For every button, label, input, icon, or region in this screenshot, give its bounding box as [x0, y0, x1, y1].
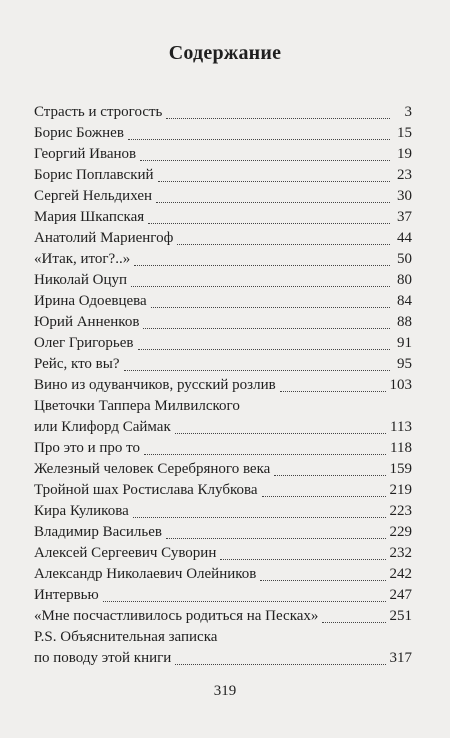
toc-entry — [34, 564, 412, 585]
dot-leader — [144, 454, 386, 455]
dot-leader — [158, 181, 390, 182]
dot-leader — [156, 202, 390, 203]
toc-entry — [34, 354, 412, 375]
toc-entry-page: 30 — [397, 188, 412, 204]
toc-entry-title: Страсть и строгость — [34, 104, 163, 120]
dot-leader — [133, 517, 386, 518]
toc-entry-title: Рейс, кто вы? — [34, 356, 120, 372]
toc-entry-title: Про это и про то — [34, 440, 141, 456]
toc-entry-page: 44 — [397, 230, 412, 246]
toc-entry-page: 95 — [397, 356, 412, 372]
toc-entry-page: 159 — [389, 461, 412, 477]
toc-entry — [34, 333, 412, 354]
toc-entry — [34, 585, 412, 606]
toc-entry-title: «Итак, итог?..» — [34, 251, 131, 267]
toc-entry-title: Юрий Анненков — [34, 314, 140, 330]
dot-leader — [166, 118, 390, 119]
toc-entry-page: 103 — [389, 377, 412, 393]
toc-entry — [34, 543, 412, 564]
toc-entry-page: 50 — [397, 251, 412, 267]
dot-leader — [274, 475, 385, 476]
toc-entry-page: 219 — [389, 482, 412, 498]
toc-entry-page: 232 — [389, 545, 412, 561]
toc-entry-page: 251 — [389, 608, 412, 624]
dot-leader — [140, 160, 390, 161]
dot-leader — [262, 496, 386, 497]
page-title: Содержание — [168, 42, 282, 64]
toc-entry-title: Ирина Одоевцева — [34, 293, 147, 309]
toc-entry — [34, 606, 412, 627]
toc-entry-title: Тройной шах Ростислава Клубкова — [34, 482, 258, 498]
toc-entry-title: Вино из одуванчиков, русский розлив — [34, 377, 276, 393]
toc-entry-page: 3 — [404, 104, 412, 120]
toc-entry-title: Георгий Иванов — [34, 146, 137, 162]
toc-entry-title: Олег Григорьев — [34, 335, 134, 351]
dot-leader — [175, 664, 385, 665]
toc-entry — [34, 165, 412, 186]
toc-entry — [34, 123, 412, 144]
toc-entry-title: Кира Куликова — [34, 503, 129, 519]
toc-entry — [34, 375, 412, 396]
dot-leader — [143, 328, 390, 329]
dot-leader — [131, 286, 390, 287]
dot-leader — [175, 433, 386, 434]
dot-leader — [260, 580, 385, 581]
dot-leader — [177, 244, 390, 245]
toc-entry-page: 223 — [389, 503, 412, 519]
toc-entry — [34, 480, 412, 501]
toc-entry — [34, 102, 412, 123]
toc-entry-title-line1: P.S. Объяснительная записка — [34, 629, 218, 645]
page-number: 319 — [213, 683, 237, 699]
toc-entry-page: 113 — [390, 419, 412, 435]
toc-entry-page: 19 — [397, 146, 412, 162]
toc-entry-title: Владимир Васильев — [34, 524, 162, 540]
dot-leader — [128, 139, 390, 140]
toc-entry-page: 229 — [389, 524, 412, 540]
dot-leader — [322, 622, 385, 623]
toc-entry — [34, 291, 412, 312]
toc-entry-title: Анатолий Мариенгоф — [34, 230, 174, 246]
toc-entry — [34, 627, 412, 669]
dot-leader — [166, 538, 386, 539]
toc-entry-page: 84 — [397, 293, 412, 309]
toc-entry-page: 80 — [397, 272, 412, 288]
toc-entry-title: Николай Оцуп — [34, 272, 127, 288]
toc-entry-title: Мария Шкапская — [34, 209, 145, 225]
toc-entry-title: Сергей Нельдихен — [34, 188, 153, 204]
toc-entry-title-line1: Цветочки Таппера Милвилского — [34, 398, 240, 414]
toc-entry — [34, 396, 412, 438]
toc-entry-title: или Клифорд Саймак — [34, 419, 171, 435]
toc-entry — [34, 228, 412, 249]
toc-entry-page: 15 — [397, 125, 412, 141]
toc-entry-title: Александр Николаевич Олейников — [34, 566, 257, 582]
toc-entry-page: 242 — [389, 566, 412, 582]
toc-entry — [34, 186, 412, 207]
toc-entry-page: 23 — [397, 167, 412, 183]
toc-entry-page: 88 — [397, 314, 412, 330]
dot-leader — [138, 349, 391, 350]
toc-entry — [34, 459, 412, 480]
toc-entry-title: Алексей Сергеевич Суворин — [34, 545, 217, 561]
dot-leader — [220, 559, 385, 560]
toc-entry — [34, 144, 412, 165]
dot-leader — [148, 223, 390, 224]
toc-entry-title: «Мне посчастливилось родиться на Песках» — [34, 608, 319, 624]
table-of-contents — [34, 102, 412, 669]
toc-entry-page: 118 — [390, 440, 412, 456]
dot-leader — [103, 601, 386, 602]
toc-entry-page: 317 — [389, 650, 412, 666]
toc-entry — [34, 501, 412, 522]
dot-leader — [151, 307, 390, 308]
dot-leader — [134, 265, 390, 266]
toc-entry — [34, 522, 412, 543]
dot-leader — [280, 391, 386, 392]
toc-entry-title: Интервью — [34, 587, 99, 603]
toc-entry-page: 37 — [397, 209, 412, 225]
toc-entry-page: 91 — [397, 335, 412, 351]
toc-entry-page: 247 — [389, 587, 412, 603]
toc-entry — [34, 312, 412, 333]
toc-entry — [34, 249, 412, 270]
toc-entry-title: Железный человек Серебряного века — [34, 461, 271, 477]
toc-entry — [34, 270, 412, 291]
toc-entry-title: Борис Поплавский — [34, 167, 154, 183]
toc-entry-title: по поводу этой книги — [34, 650, 172, 666]
toc-entry — [34, 207, 412, 228]
dot-leader — [124, 370, 390, 371]
toc-entry-title: Борис Божнев — [34, 125, 124, 141]
toc-entry — [34, 438, 412, 459]
